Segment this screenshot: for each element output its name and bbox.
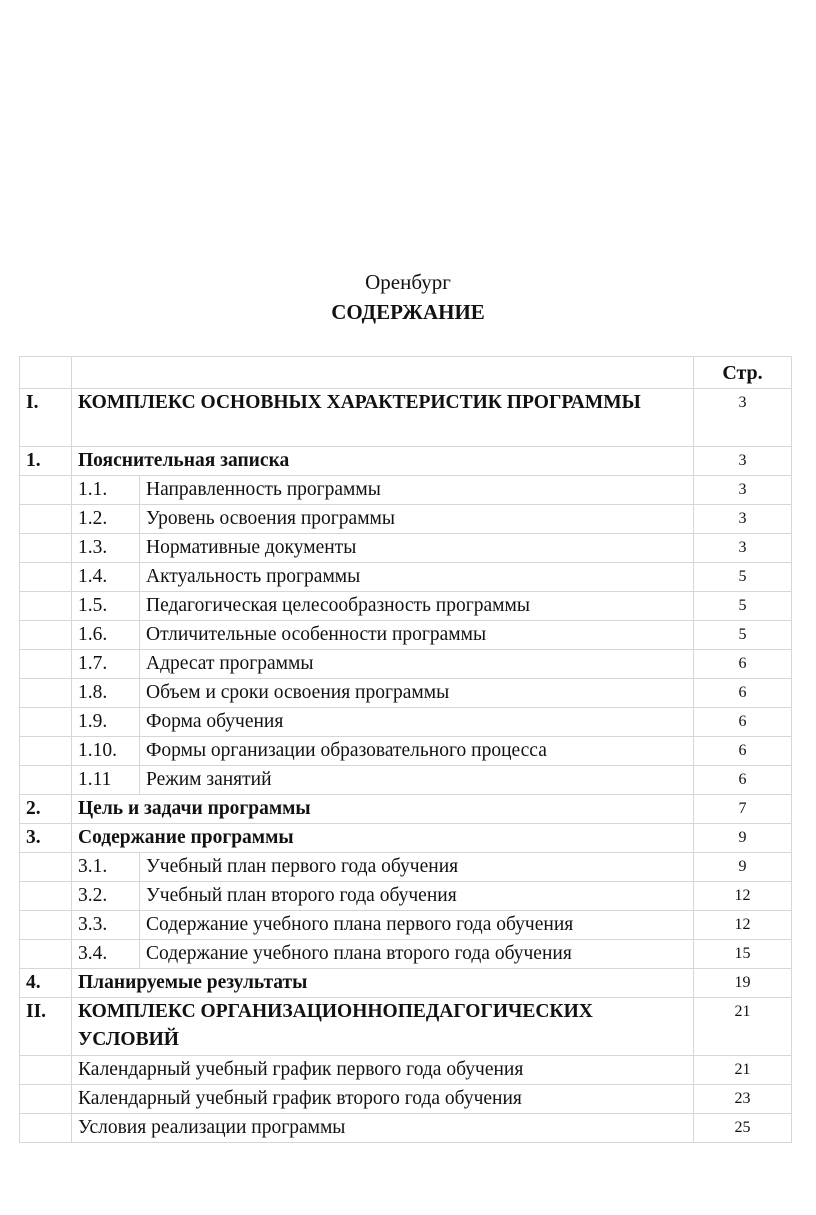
toc-entry-title: Содержание учебного плана первого года обучения <box>140 911 694 940</box>
toc-row-number: 3. <box>20 824 72 853</box>
toc-entry-title: Объем и сроки освоения программы <box>140 679 694 708</box>
toc-subsection-number: 1.8. <box>72 679 140 708</box>
toc-entry-title: Направленность программы <box>140 476 694 505</box>
toc-page-number: 3 <box>694 505 792 534</box>
toc-row <box>20 998 792 1056</box>
toc-subsection-number: 1.6. <box>72 621 140 650</box>
toc-row <box>20 1114 792 1143</box>
toc-row-number: 4. <box>20 969 72 998</box>
toc-subsection-number: 3.2. <box>72 882 140 911</box>
toc-row <box>20 969 792 998</box>
toc-page-number: 12 <box>694 911 792 940</box>
toc-entry-title: Пояснительная записка <box>72 447 694 476</box>
toc-page-number: 9 <box>694 853 792 882</box>
toc-row-number <box>20 853 72 882</box>
toc-row-number <box>20 940 72 969</box>
toc-entry-title: Нормативные документы <box>140 534 694 563</box>
toc-subsection-number: 1.7. <box>72 650 140 679</box>
toc-entry-title: Уровень освоения программы <box>140 505 694 534</box>
toc-row <box>20 1085 792 1114</box>
toc-subsection-number: 1.11 <box>72 766 140 795</box>
toc-page-number: 6 <box>694 766 792 795</box>
toc-row <box>20 882 792 911</box>
toc-row-number <box>20 737 72 766</box>
toc-subsection-number: 1.9. <box>72 708 140 737</box>
toc-page-number: 15 <box>694 940 792 969</box>
toc-page-number: 3 <box>694 447 792 476</box>
toc-page-number: 6 <box>694 708 792 737</box>
document-title: СОДЕРЖАНИЕ <box>331 300 485 324</box>
toc-entry-title: Содержание учебного плана второго года обучения <box>140 940 694 969</box>
toc-page-number: 3 <box>694 476 792 505</box>
toc-entry-title: Форма обучения <box>140 708 694 737</box>
toc-row-number <box>20 882 72 911</box>
toc-page-number: 9 <box>694 824 792 853</box>
toc-row <box>20 534 792 563</box>
toc-row <box>20 1056 792 1085</box>
toc-row-number <box>20 650 72 679</box>
toc-row-number <box>20 766 72 795</box>
toc-row-number: I. <box>20 389 72 447</box>
toc-subsection-number: 1.1. <box>72 476 140 505</box>
toc-body <box>20 357 792 1143</box>
toc-entry-title: Отличительные особенности программы <box>140 621 694 650</box>
page-column-header: Стр. <box>694 357 792 389</box>
toc-entry-title: Актуальность программы <box>140 563 694 592</box>
toc-row <box>20 389 792 447</box>
toc-page-number: 7 <box>694 795 792 824</box>
toc-subsection-number: 1.2. <box>72 505 140 534</box>
toc-entry-title: Адресат программы <box>140 650 694 679</box>
toc-entry-title: Календарный учебный график второго года обучения <box>72 1085 694 1114</box>
toc-subsection-number: 1.4. <box>72 563 140 592</box>
toc-entry-title: Планируемые результаты <box>72 969 694 998</box>
toc-row-number <box>20 679 72 708</box>
toc-row <box>20 679 792 708</box>
toc-entry-title: Календарный учебный график первого года обучения <box>72 1056 694 1085</box>
toc-page-number: 6 <box>694 679 792 708</box>
toc-row <box>20 911 792 940</box>
toc-page-number: 5 <box>694 592 792 621</box>
toc-row-number: 2. <box>20 795 72 824</box>
toc-row-number <box>20 592 72 621</box>
toc-row <box>20 708 792 737</box>
toc-entry-title: Учебный план первого года обучения <box>140 853 694 882</box>
toc-row <box>20 447 792 476</box>
header-num-cell <box>20 357 72 389</box>
toc-page-number: 6 <box>694 650 792 679</box>
toc-row-number <box>20 1056 72 1085</box>
toc-row-number: II. <box>20 998 72 1056</box>
toc-row-number <box>20 911 72 940</box>
toc-page-number: 21 <box>694 1056 792 1085</box>
toc-page-number: 3 <box>694 389 792 447</box>
toc-entry-title: Учебный план второго года обучения <box>140 882 694 911</box>
toc-row <box>20 650 792 679</box>
toc-subsection-number: 3.4. <box>72 940 140 969</box>
toc-page-number: 25 <box>694 1114 792 1143</box>
toc-row <box>20 853 792 882</box>
toc-page-number: 21 <box>694 998 792 1056</box>
toc-subsection-number: 1.5. <box>72 592 140 621</box>
toc-entry-title: Режим занятий <box>140 766 694 795</box>
toc-page-number: 3 <box>694 534 792 563</box>
toc-row <box>20 621 792 650</box>
toc-row-number <box>20 621 72 650</box>
toc-row <box>20 505 792 534</box>
toc-page-number: 23 <box>694 1085 792 1114</box>
toc-entry-title: Педагогическая целесообразность программы <box>140 592 694 621</box>
toc-subsection-number: 3.3. <box>72 911 140 940</box>
city-name: Оренбург <box>365 270 451 294</box>
toc-subsection-number: 1.3. <box>72 534 140 563</box>
toc-header-row <box>20 357 792 389</box>
toc-row <box>20 592 792 621</box>
header-title-cell <box>72 357 694 389</box>
toc-row <box>20 737 792 766</box>
toc-page-number: 5 <box>694 621 792 650</box>
toc-row-number <box>20 505 72 534</box>
toc-entry-title: КОМПЛЕКС ОРГАНИЗАЦИОННОПЕДАГОГИЧЕСКИХ УСЛОВИЙ <box>72 998 694 1056</box>
toc-page-number: 12 <box>694 882 792 911</box>
toc-subsection-number: 3.1. <box>72 853 140 882</box>
toc-entry-title: Содержание программы <box>72 824 694 853</box>
toc-row-number <box>20 708 72 737</box>
toc-row <box>20 563 792 592</box>
table-of-contents <box>19 356 792 1143</box>
toc-row <box>20 766 792 795</box>
toc-page-number: 5 <box>694 563 792 592</box>
toc-row <box>20 824 792 853</box>
toc-entry-title: Цель и задачи программы <box>72 795 694 824</box>
toc-row-number <box>20 1114 72 1143</box>
toc-entry-title: КОМПЛЕКС ОСНОВНЫХ ХАРАКТЕРИСТИК ПРОГРАММЫ <box>72 389 694 447</box>
toc-row-number: 1. <box>20 447 72 476</box>
toc-page-number: 19 <box>694 969 792 998</box>
toc-row <box>20 476 792 505</box>
toc-row-number <box>20 1085 72 1114</box>
toc-subsection-number: 1.10. <box>72 737 140 766</box>
toc-row <box>20 795 792 824</box>
toc-row-number <box>20 534 72 563</box>
toc-entry-title: Формы организации образовательного процесса <box>140 737 694 766</box>
toc-entry-title: Условия реализации программы <box>72 1114 694 1143</box>
toc-row-number <box>20 476 72 505</box>
toc-row-number <box>20 563 72 592</box>
toc-row <box>20 940 792 969</box>
toc-page-number: 6 <box>694 737 792 766</box>
